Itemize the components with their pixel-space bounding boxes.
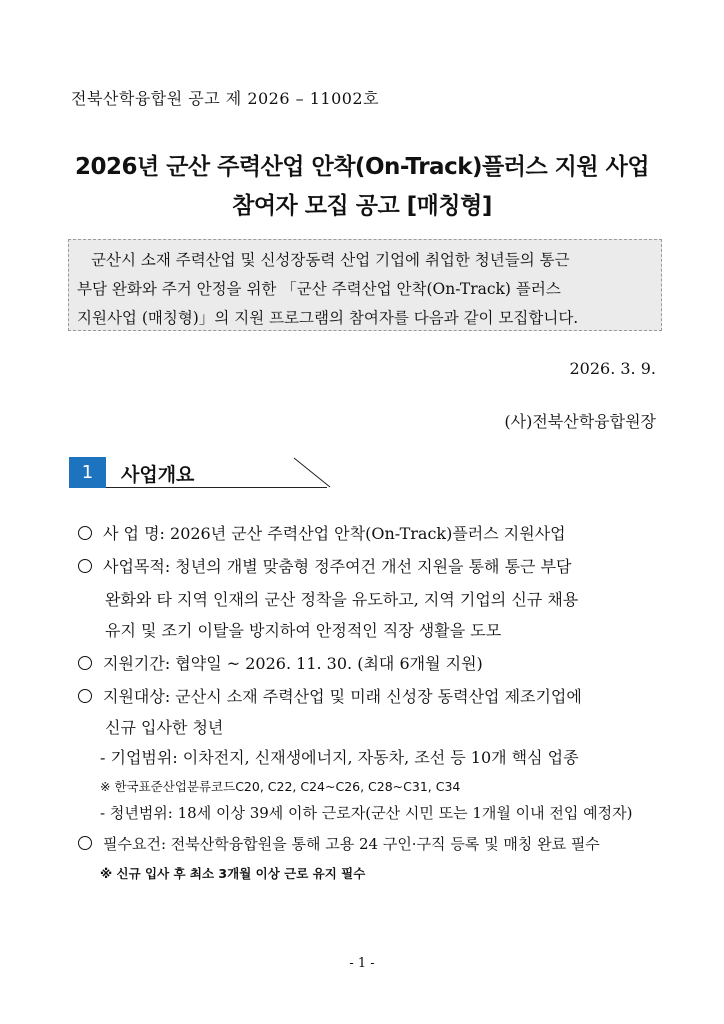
circle-bullet-icon (78, 689, 92, 703)
item-period: 지원기간: 협약일 ~ 2026. 11. 30. (최대 6개월 지원) (78, 651, 483, 674)
item-business-name: 사 업 명: 2026년 군산 주력산업 안착(On-Track)플러스 지원사업 (78, 521, 566, 544)
title-line-2: 참여자 모집 공고 [매칭형] (232, 193, 492, 219)
item-ksic-note: ※ 한국표준산업분류코드C20, C22, C24~C26, C28~C31, C34 (100, 779, 461, 794)
item-purpose: 사업목적: 청년의 개별 맞춤형 정주여건 개선 지원을 통해 통근 부담 (78, 554, 571, 577)
item-target: 지원대상: 군산시 소재 주력산업 및 미래 신성장 동력산업 제조기업에 (78, 684, 582, 707)
item-requirement: 필수요건: 전북산학융합원을 통해 고용 24 구인·구직 등록 및 매칭 완료 필수 (78, 833, 600, 854)
item-company-scope: - 기업범위: 이차전지, 신재생에너지, 자동차, 조선 등 10개 핵심 업종 (100, 748, 579, 767)
intro-line-1: 군산시 소재 주력산업 및 신성장동력 산업 기업에 취업한 청년들의 통근 (91, 251, 570, 269)
item-requirement-note: ※ 신규 입사 후 최소 3개월 이상 근로 유지 필수 (100, 866, 366, 881)
title-line-1: 2026년 군산 주력산업 안착(On-Track)플러스 지원 사업 (74, 154, 650, 180)
intro-box (68, 239, 662, 331)
intro-line-3: 지원사업 (매칭형)」의 지원 프로그램의 참여자를 다음과 같이 모집합니다. (77, 309, 579, 327)
circle-bullet-icon (78, 526, 92, 540)
section-title: 사업개요 (121, 464, 195, 486)
page-number: - 1 - (349, 956, 375, 971)
intro-line-2: 부담 완화와 주거 안정을 위한 「군산 주력산업 안착(On-Track) 플러스 (77, 280, 561, 298)
circle-bullet-icon (78, 836, 92, 850)
item-youth-scope: - 청년범위: 18세 이상 39세 이하 근로자(군산 시민 또는 1개월 이내 전입 예정자) (100, 804, 633, 822)
item-purpose-line-2: 완화와 타 지역 인재의 군산 정착을 유도하고, 지역 기업의 신규 채용 (105, 590, 579, 609)
item-purpose-line-3: 유지 및 조기 이탈을 방지하여 안정적인 직장 생활을 도모 (105, 621, 502, 640)
section-heading (69, 457, 331, 489)
notice-date: 2026. 3. 9. (569, 359, 656, 378)
section-diagonal-decoration (293, 457, 331, 488)
circle-bullet-icon (78, 656, 92, 670)
issuer: (사)전북산학융합원장 (504, 412, 656, 431)
notice-number: 전북산학융합원 공고 제 2026 – 11002호 (71, 89, 380, 108)
item-target-line-2: 신규 입사한 청년 (105, 718, 224, 737)
section-number: 1 (69, 457, 106, 488)
circle-bullet-icon (78, 559, 92, 573)
